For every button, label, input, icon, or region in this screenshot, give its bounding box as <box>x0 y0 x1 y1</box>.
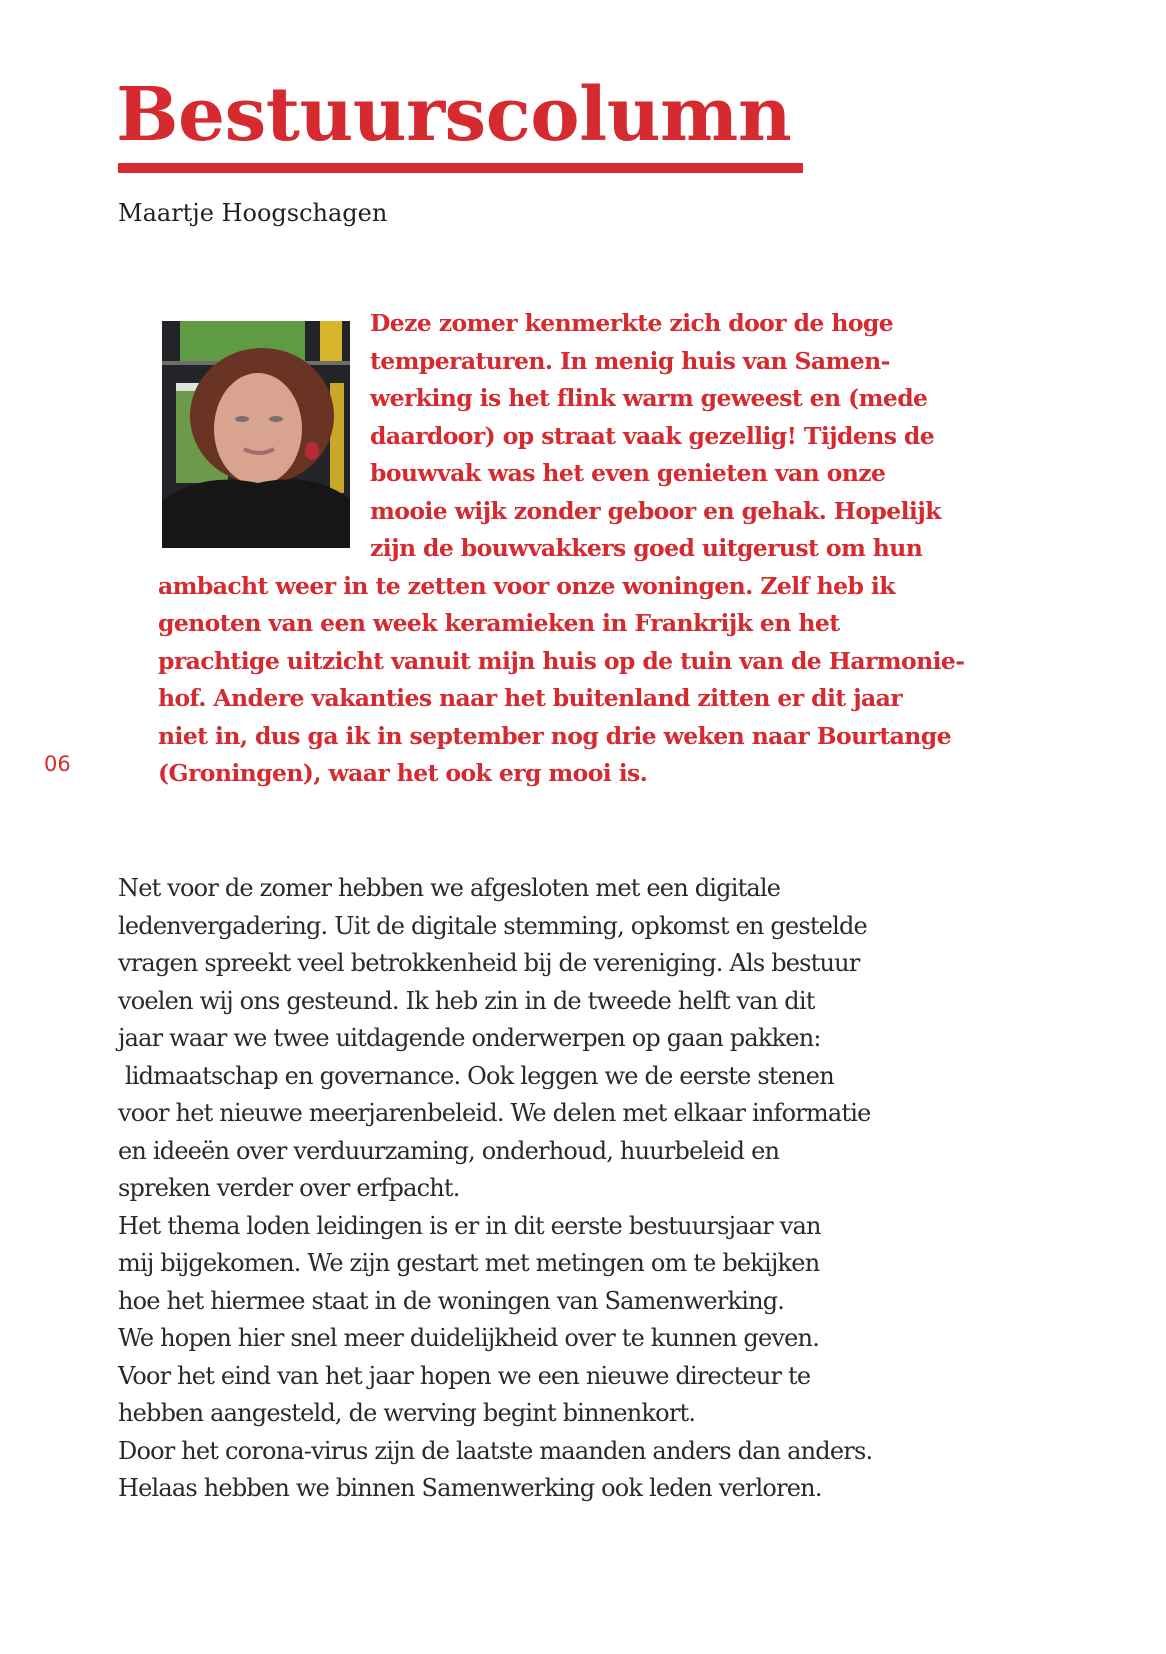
intro-line: (Groningen), waar het ook erg mooi is. <box>158 759 648 787</box>
body-line: spreken verder over erfpacht. <box>118 1174 460 1202</box>
body-line: Door het corona-virus zijn de laatste maanden anders dan anders. <box>118 1436 873 1465</box>
intro-line: temperaturen. In menig huis van Samen- <box>370 346 890 375</box>
body-line: voor het nieuwe meerjarenbeleid. We delen met elkaar informatie <box>118 1099 871 1127</box>
intro-line: daardoor) op straat vaak gezellig! Tijdens de <box>370 421 935 450</box>
intro-line: niet in, dus ga ik in september nog drie weken naar Bourtange <box>158 721 951 750</box>
body-line: en ideeën over verduurzaming, onderhoud, huurbeleid en <box>118 1136 780 1165</box>
body-line: jaar waar we twee uitdagende onderwerpen op gaan pakken: <box>118 1024 821 1052</box>
author-name: Maartje Hoogschagen <box>118 199 388 227</box>
body-line: Het thema loden leidingen is er in dit eerste bestuursjaar van <box>118 1211 821 1240</box>
page-number: 06 <box>44 752 71 776</box>
intro-line: hof. Andere vakanties naar het buitenland zitten er dit jaar <box>158 684 903 712</box>
body-line: Helaas hebben we binnen Samenwerking ook leden verloren. <box>118 1474 822 1502</box>
intro-line: zijn de bouwvakkers goed uitgerust om hun <box>370 534 923 562</box>
page-title: Bestuurscolumn <box>116 72 792 158</box>
body-line: lidmaatschap en governance. Ook leggen we de eerste stenen <box>118 1061 834 1090</box>
body-line: voelen wij ons gesteund. Ik heb zin in de tweede helft van dit <box>118 986 815 1015</box>
intro-line: Deze zomer kenmerkte zich door de hoge <box>370 309 894 337</box>
intro-line: prachtige uitzicht vanuit mijn huis op de tuin van de Harmonie- <box>158 646 965 675</box>
body-line: Voor het eind van het jaar hopen we een nieuwe directeur te <box>118 1361 811 1390</box>
body-line: mij bijgekomen. We zijn gestart met metingen om te bekijken <box>118 1249 820 1277</box>
body-line: hoe het hiermee staat in de woningen van Samenwerking. <box>118 1286 785 1315</box>
body-line: We hopen hier snel meer duidelijkheid over te kunnen geven. <box>118 1324 820 1352</box>
title-underline <box>118 163 803 173</box>
portrait-image <box>162 321 350 548</box>
body-line: ledenvergadering. Uit de digitale stemming, opkomst en gestelde <box>118 911 867 940</box>
body-line: vragen spreekt veel betrokkenheid bij de vereniging. Als bestuur <box>118 949 860 977</box>
body-line: Net voor de zomer hebben we afgesloten met een digitale <box>118 874 781 902</box>
intro-line: ambacht weer in te zetten voor onze woningen. Zelf heb ik <box>158 571 895 600</box>
intro-line: bouwvak was het even genieten van onze <box>370 459 886 487</box>
intro-line: werking is het flink warm geweest en (mede <box>370 384 928 412</box>
author-photo <box>162 321 350 548</box>
intro-line: genoten van een week keramieken in Frankrijk en het <box>158 609 840 637</box>
intro-line: mooie wijk zonder geboor en gehak. Hopelijk <box>370 496 941 525</box>
body-line: hebben aangesteld, de werving begint binnenkort. <box>118 1399 696 1427</box>
